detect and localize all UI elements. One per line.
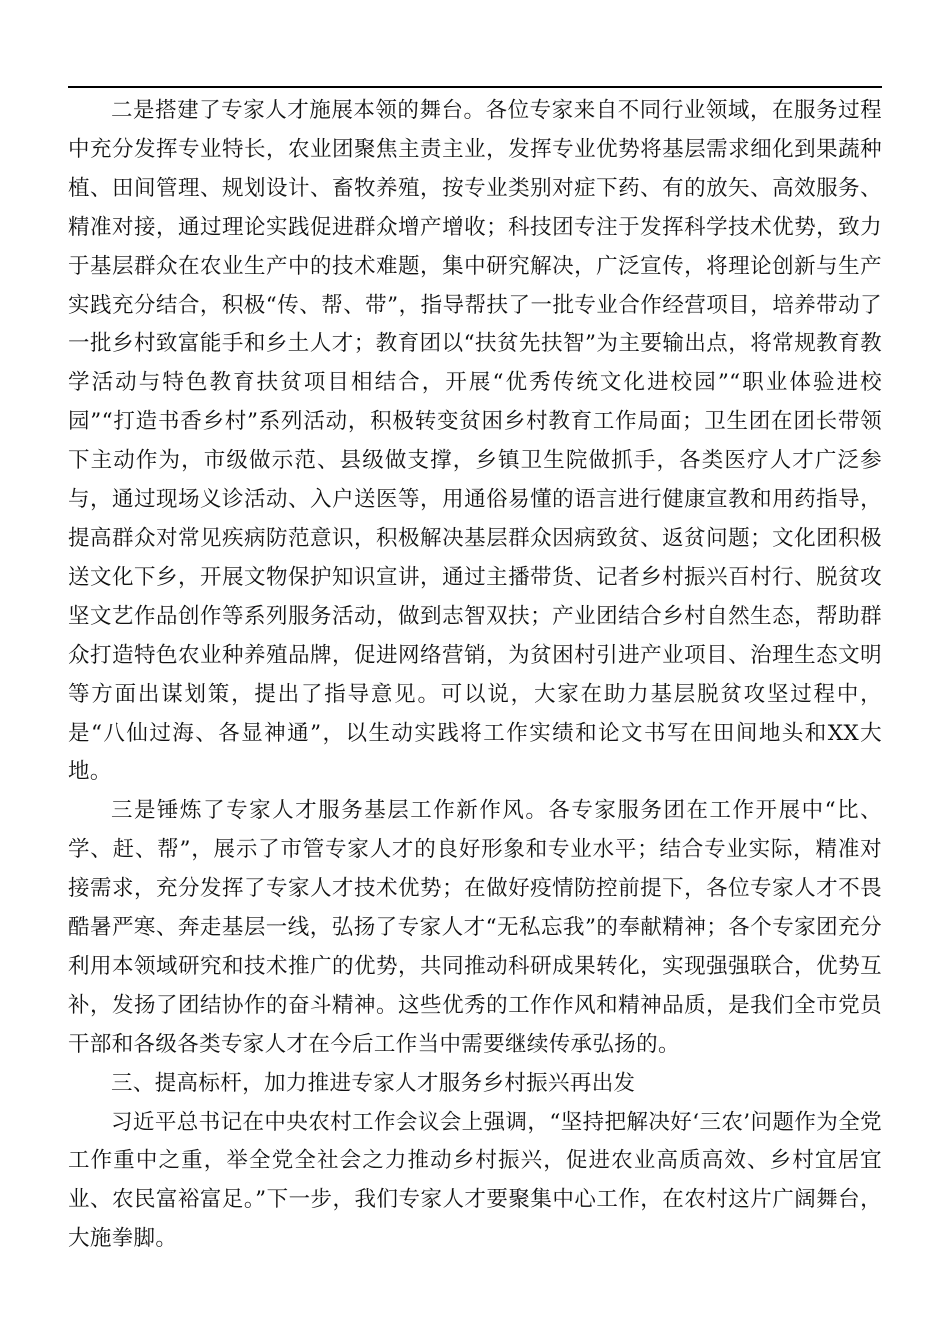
paragraph-work-style: 三是锤炼了专家人才服务基层工作新作风。各专家服务团在工作开展中“比、学、赶、帮”，展示了市管专家人才的良好形象和专业水平；结合专业实际，精准对接需求，充分发挥了专家人才技术优势；在做好疫情防控前提下，各位专家人才不畏酷暑严寒、奔走基层一线，弘扬了专家人才“无私忘我”的奉献精神；各个专家团充分利用本领域研究和技术推广的优势，共同推动科研成果转化，实现强强联合，优势互补，发扬了团结协作的奋斗精神。这些优秀的工作作风和精神品质，是我们全市党员干部和各级各类专家人才在今后工作当中需要继续传承弘扬的。 [68,798,882,1057]
paragraph-rural-revitalization: 习近平总书记在中央农村工作会议会上强调，“坚持把解决好‘三农’问题作为全党工作重中之重，举全党全社会之力推动乡村振兴，促进农业高质高效、乡村宜居宜业、农民富裕富足。”下一步，我们专家人才要聚集中心工作，在农村这片广阔舞台，大施拳脚。 [68,1109,882,1252]
header-rule [68,86,882,88]
section-heading-raise-benchmark: 三、提高标杆，加力推进专家人才服务乡村振兴再出发 [111,1070,636,1096]
document-body [68,92,882,1259]
paragraph-expert-stage: 二是搭建了专家人才施展本领的舞台。各位专家来自不同行业领域，在服务过程中充分发挥专业特长，农业团聚焦主责主业，发挥专业优势将基层需求细化到果蔬种植、田间管理、规划设计、畜牧养殖，按专业类别对症下药、有的放矢、高效服务、精准对接，通过理论实践促进群众增产增收；科技团专注于发挥科学技术优势，致力于基层群众在农业生产中的技术难题，集中研究解决，广泛宣传，将理论创新与生产实践充分结合，积极“传、帮、带”，指导帮扶了一批专业合作经营项目，培养带动了一批乡村致富能手和乡土人才；教育团以“扶贫先扶智”为主要输出点，将常规教育教学活动与特色教育扶贫项目相结合，开展“优秀传统文化进校园”“职业体验进校园”“打造书香乡村”系列活动，积极转变贫困乡村教育工作局面；卫生团在团长带领下主动作为，市级做示范、县级做支撑，乡镇卫生院做抓手，各类医疗人才广泛参与，通过现场义诊活动、入户送医等，用通俗易懂的语言进行健康宣教和用药指导，提高群众对常见疾病防范意识，积极解决基层群众因病致贫、返贫问题；文化团积极送文化下乡，开展文物保护知识宣讲，通过主播带货、记者乡村振兴百村行、脱贫攻坚文艺作品创作等系列服务活动，做到志智双扶；产业团结合乡村自然生态，帮助群众打造特色农业种养殖品牌，促进网络营销，为贫困村引进产业项目、治理生态文明等方面出谋划策，提出了指导意见。可以说，大家在助力基层脱贫攻坚过程中，是“八仙过海、各显神通”，以生动实践将工作实绩和论文书写在田间地头和XX大地。 [68,98,882,785]
